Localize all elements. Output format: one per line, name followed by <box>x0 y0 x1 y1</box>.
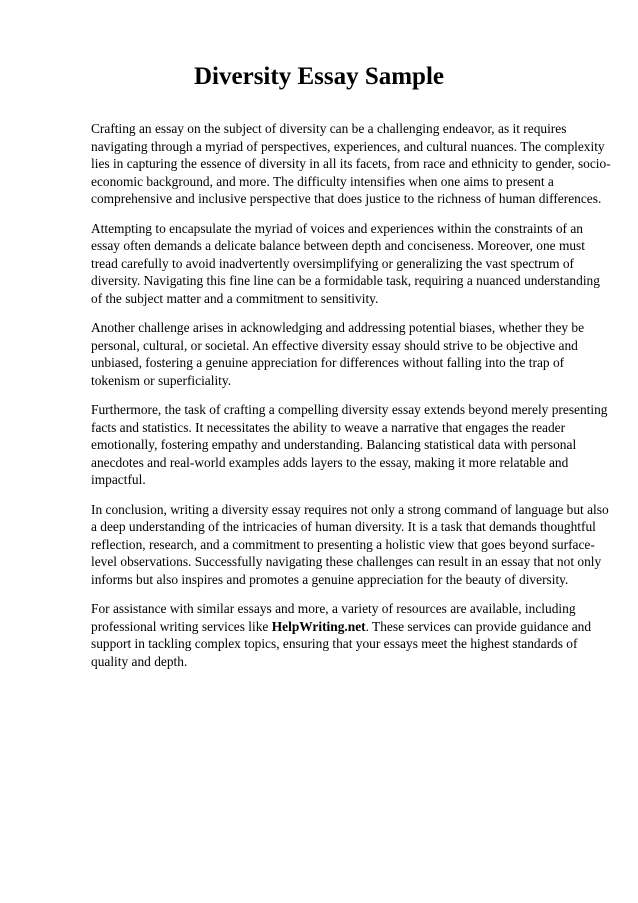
text-line-with-link <box>91 618 597 636</box>
helpwriting-link[interactable]: HelpWriting.net <box>271 618 366 634</box>
text-line: unbiased, fostering a genuine appreciation for differences without falling into the trap of <box>91 355 565 370</box>
paragraph-5 <box>91 501 609 589</box>
text-line: comprehensive and inclusive perspective that does justice to the richness of human differences. <box>91 191 602 206</box>
text-line: Attempting to encapsulate the myriad of voices and experiences within the constraints of an <box>91 220 583 236</box>
text-line: For assistance with similar essays and more, a variety of resources are available, including <box>91 601 576 616</box>
text-line: diversity. Navigating this fine line can be a formidable task, requiring a nuanced understanding <box>91 273 600 288</box>
paragraph-4 <box>91 401 608 489</box>
text-line: quality and depth. <box>91 653 188 669</box>
text-line: of the subject matter and a commitment to sensitivity. <box>91 290 379 306</box>
text-line: Crafting an essay on the subject of diversity can be a challenging endeavor, as it requires <box>91 121 567 136</box>
text-line: facts and statistics. It necessitates the ability to weave a narrative that engages the reader <box>91 419 566 435</box>
text-line: impactful. <box>91 472 146 487</box>
text-line: a deep understanding of the intricacies of human diversity. It is a task that demands thoughtful <box>91 519 596 534</box>
text-line: Furthermore, the task of crafting a compelling diversity essay extends beyond merely presenting <box>91 402 608 417</box>
text-line: personal, cultural, or societal. An effective diversity essay should strive to be objective and <box>91 337 578 353</box>
paragraph-3 <box>91 319 597 389</box>
text-line: anecdotes and real-world examples adds layers to the essay, making it more relatable and <box>91 454 569 470</box>
document-title: Diversity Essay Sample <box>194 63 444 90</box>
text-line: informs but also inspires and promotes a genuine appreciation for the beauty of diversity. <box>91 571 569 587</box>
paragraph-1 <box>91 120 611 208</box>
text-segment: professional writing services like <box>91 618 272 634</box>
text-line: lies in capturing the essence of diversity in all its facets, from race and ethnicity to gender, socio- <box>91 156 611 171</box>
text-line: emotionally, fostering empathy and understanding. Balancing statistical data with personal <box>91 437 577 452</box>
text-line: level observations. Successfully navigating these challenges can result in an essay that not only <box>91 554 602 569</box>
text-line: reflection, research, and a commitment to presenting a holistic view that goes beyond surface- <box>91 536 595 552</box>
text-segment: . These services can provide guidance and <box>365 618 592 634</box>
paragraph-6 <box>91 600 597 670</box>
text-line: tread carefully to avoid inadvertently oversimplifying or generalizing the vast spectrum of <box>91 255 575 271</box>
text-line: essay often demands a delicate balance between depth and conciseness. Moreover, one must <box>91 238 585 253</box>
text-line: support in tackling complex topics, ensuring that your essays meet the highest standards of <box>91 636 578 651</box>
document-body <box>91 120 611 682</box>
text-line: economic background, and more. The difficulty intensifies when one aims to present a <box>91 173 554 189</box>
text-line: tokenism or superficiality. <box>91 372 232 388</box>
text-line: navigating through a myriad of perspectives, experiences, and cultural nuances. The complexity <box>91 138 605 154</box>
paragraph-2 <box>91 220 600 308</box>
text-line: In conclusion, writing a diversity essay requires not only a strong command of language but also <box>91 501 609 517</box>
text-line: Another challenge arises in acknowledging and addressing potential biases, whether they be <box>91 320 585 335</box>
